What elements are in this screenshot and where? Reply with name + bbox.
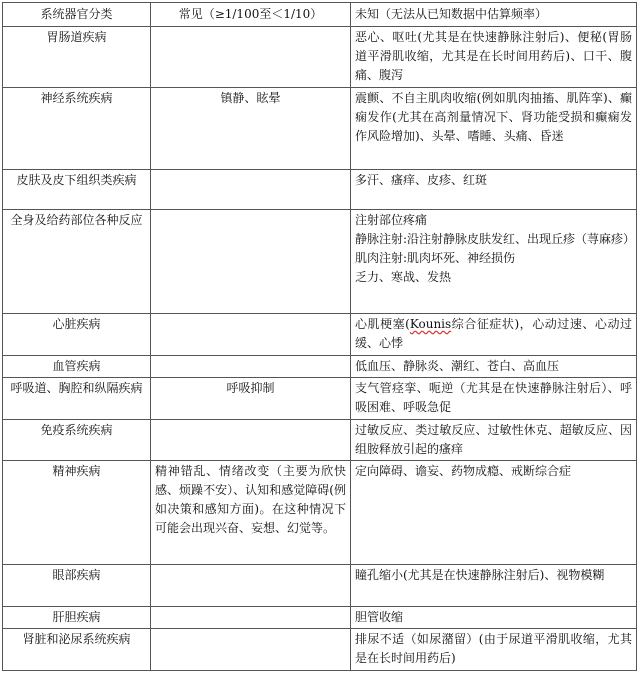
table-row	[3, 27, 637, 88]
common-cell	[151, 314, 351, 356]
unknown-line: 排尿不适（如尿潴留）(由于尿道平滑肌收缩，尤其是在长时间用药后)	[355, 632, 632, 665]
unknown-cell	[351, 629, 637, 671]
common-cell	[151, 420, 351, 461]
table-row	[3, 607, 637, 629]
unknown-line: 过敏反应、类过敏反应、过敏性休克、超敏反应、因组胺释放引起的瘙痒	[355, 423, 632, 456]
table-row	[3, 210, 637, 314]
table-row	[3, 314, 637, 356]
unknown-cell	[351, 461, 637, 565]
common-cell	[151, 27, 351, 88]
unknown-line: 低血压、静脉炎、潮红、苍白、高血压	[355, 359, 560, 373]
table-row	[3, 356, 637, 378]
unknown-line: 注射部位疼痛	[355, 213, 428, 227]
unknown-cell	[351, 170, 637, 210]
common-cell	[151, 607, 351, 629]
unknown-cell	[351, 27, 637, 88]
unknown-line: 定向障碍、谵妄、药物成瘾、戒断综合症	[355, 464, 572, 478]
unknown-text-post: 综合征症状)，心动过速、心动过缓、心悸	[355, 317, 632, 350]
system-cell: 皮肤及皮下组织类疾病	[3, 170, 151, 210]
system-cell: 神经系统疾病	[3, 88, 151, 170]
unknown-line: 震颤、不自主肌肉收缩(例如肌肉抽搐、肌阵挛)、癫痫发作(尤其在高剂量情况下、肾功能受损和癫痫发作风险增加)、头晕、嗜睡、头痛、昏迷	[355, 91, 632, 143]
unknown-line: 乏力、寒战、发热	[355, 270, 452, 284]
table-row	[3, 629, 637, 671]
kounis-term: Kounis	[409, 317, 452, 331]
unknown-line: 静脉注射:沿注射静脉皮肤发红、出现丘疹（荨麻疹）	[355, 232, 636, 246]
unknown-cell	[351, 420, 637, 461]
unknown-line: 肌肉注射:肌肉坏死、神经损伤	[355, 251, 516, 265]
table-row	[3, 461, 637, 565]
common-cell	[151, 356, 351, 378]
common-cell	[151, 170, 351, 210]
unknown-cell	[351, 378, 637, 420]
common-cell	[151, 629, 351, 671]
system-cell: 肾脏和泌尿系统疾病	[3, 629, 151, 671]
unknown-cell	[351, 314, 637, 356]
system-cell: 呼吸道、胸腔和纵隔疾病	[3, 378, 151, 420]
system-cell: 免疫系统疾病	[3, 420, 151, 461]
table-row	[3, 88, 637, 170]
unknown-line: 瞳孔缩小(尤其是在快速静脉注射后)、视物模糊	[355, 568, 605, 582]
unknown-cell	[351, 356, 637, 378]
table-row	[3, 170, 637, 210]
common-cell	[151, 210, 351, 314]
unknown-cell	[351, 210, 637, 314]
header-system: 系统器官分类	[3, 3, 151, 27]
table-row	[3, 565, 637, 607]
header-common: 常见（≥1/100至＜1/10）	[151, 3, 351, 27]
adverse-reactions-table	[2, 2, 637, 671]
common-cell	[151, 565, 351, 607]
table-row	[3, 378, 637, 420]
common-cell: 镇静、眩晕	[151, 88, 351, 170]
system-cell: 血管疾病	[3, 356, 151, 378]
table-row	[3, 420, 637, 461]
common-cell: 呼吸抑制	[151, 378, 351, 420]
header-unknown: 未知（无法从已知数据中估算频率）	[351, 3, 637, 27]
header-row	[3, 3, 637, 27]
system-cell: 精神疾病	[3, 461, 151, 565]
common-cell: 精神错乱、情绪改变（主要为欣快感、烦躁不安）、认知和感觉障碍(例如决策和感知方面)。在这种情况下可能会出现兴奋、妄想、幻觉等。	[151, 461, 351, 565]
unknown-line: 恶心、呕吐(尤其是在快速静脉注射后)、便秘(胃肠道平滑肌收缩，尤其是在长时间用药后)、口干、腹痛、腹泻	[355, 30, 632, 82]
system-cell: 全身及给药部位各种反应	[3, 210, 151, 314]
unknown-text-pre: 心肌梗塞(	[355, 317, 410, 331]
unknown-cell	[351, 565, 637, 607]
system-cell: 心脏疾病	[3, 314, 151, 356]
system-cell: 眼部疾病	[3, 565, 151, 607]
unknown-line: 支气管痉挛、呃逆（尤其是在快速静脉注射后）、呼吸困难、呼吸急促	[355, 381, 632, 414]
unknown-line: 多汗、瘙痒、皮疹、红斑	[355, 173, 488, 187]
system-cell: 肝胆疾病	[3, 607, 151, 629]
unknown-cell	[351, 607, 637, 629]
unknown-line: 胆管收缩	[355, 610, 404, 624]
system-cell: 胃肠道疾病	[3, 27, 151, 88]
unknown-cell	[351, 88, 637, 170]
